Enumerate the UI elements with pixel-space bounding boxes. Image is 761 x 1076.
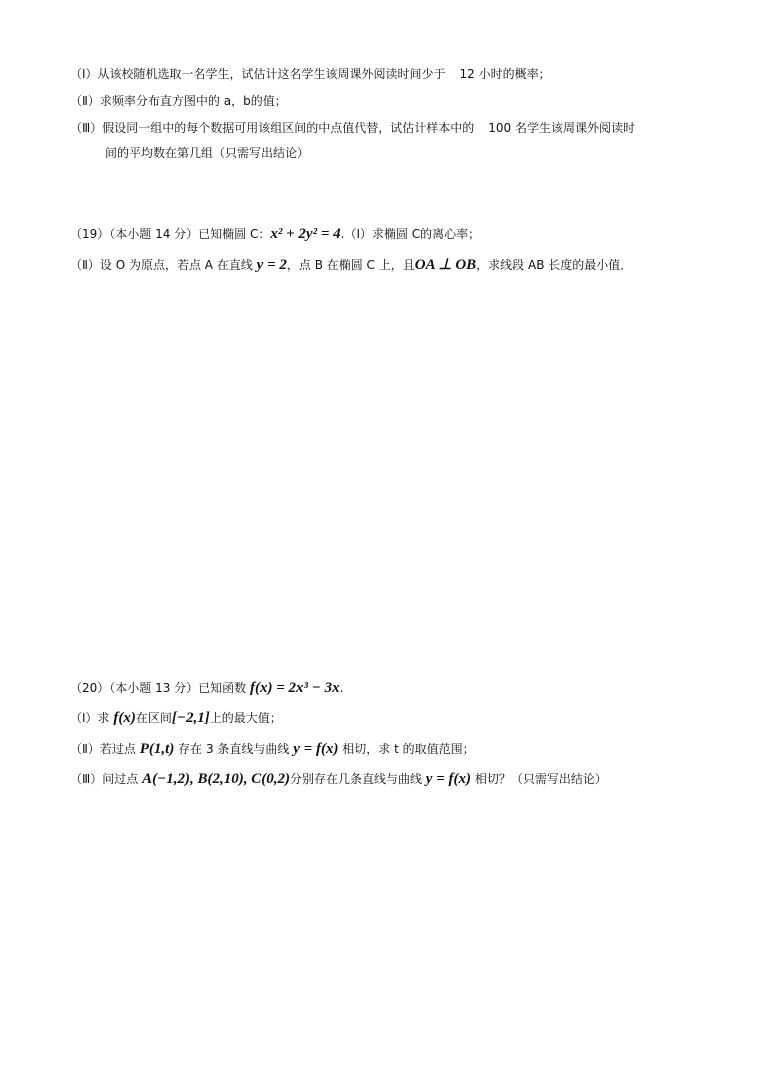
perpendicular-condition: OA ⊥ OB [414, 257, 477, 273]
q20-part3: （Ⅲ）问过点 A(−1,2), B(2,10), C(0,2)分别存在几条直线与曲线 y = f(x) 相切？（只需写出结论） [70, 771, 607, 787]
q18-part3: （Ⅲ）假设同一组中的每个数据可用该组区间的中点值代替，试估计样本中的 100 名学生该周课外阅读时 [70, 121, 636, 135]
points-abc: A(−1,2), B(2,10), C(0,2) [142, 771, 290, 787]
ellipse-equation: x² + 2y² = 4 [270, 226, 341, 242]
point-p: P(1,t) [139, 741, 175, 757]
q19-heading: （19）（本小题 14 分）已知椭圆 C：x² + 2y² = 4.（Ⅰ）求椭圆 C的离心率； [70, 226, 481, 242]
q19-part2: （Ⅱ）设 O 为原点，若点 A 在直线 y = 2，点 B 在椭圆 C 上，且OA ⊥ OB，求线段 AB 长度的最小值． [70, 257, 633, 273]
interval: [−2,1] [171, 710, 210, 726]
q20-part2: （Ⅱ）若过点 P(1,t) 存在 3 条直线与曲线 y = f(x) 相切，求 t 的取值范围； [70, 741, 475, 757]
q18-part3-continuation: 间的平均数在第几组（只需写出结论） [105, 146, 310, 160]
q20-heading: （20）（本小题 13 分）已知函数 f(x) = 2x³ − 3x. [70, 680, 344, 696]
function-definition: f(x) = 2x³ − 3x [250, 680, 340, 696]
q18-part1: （Ⅰ）从该校随机选取一名学生，试估计这名学生该周课外阅读时间少于 12 小时的概率； [70, 67, 551, 81]
q18-part2: （Ⅱ）求频率分布直方图中的 a，b的值； [70, 94, 287, 108]
line-equation: y = 2 [256, 257, 287, 273]
q20-part1: （Ⅰ）求 f(x)在区间[−2,1]上的最大值； [70, 710, 282, 726]
